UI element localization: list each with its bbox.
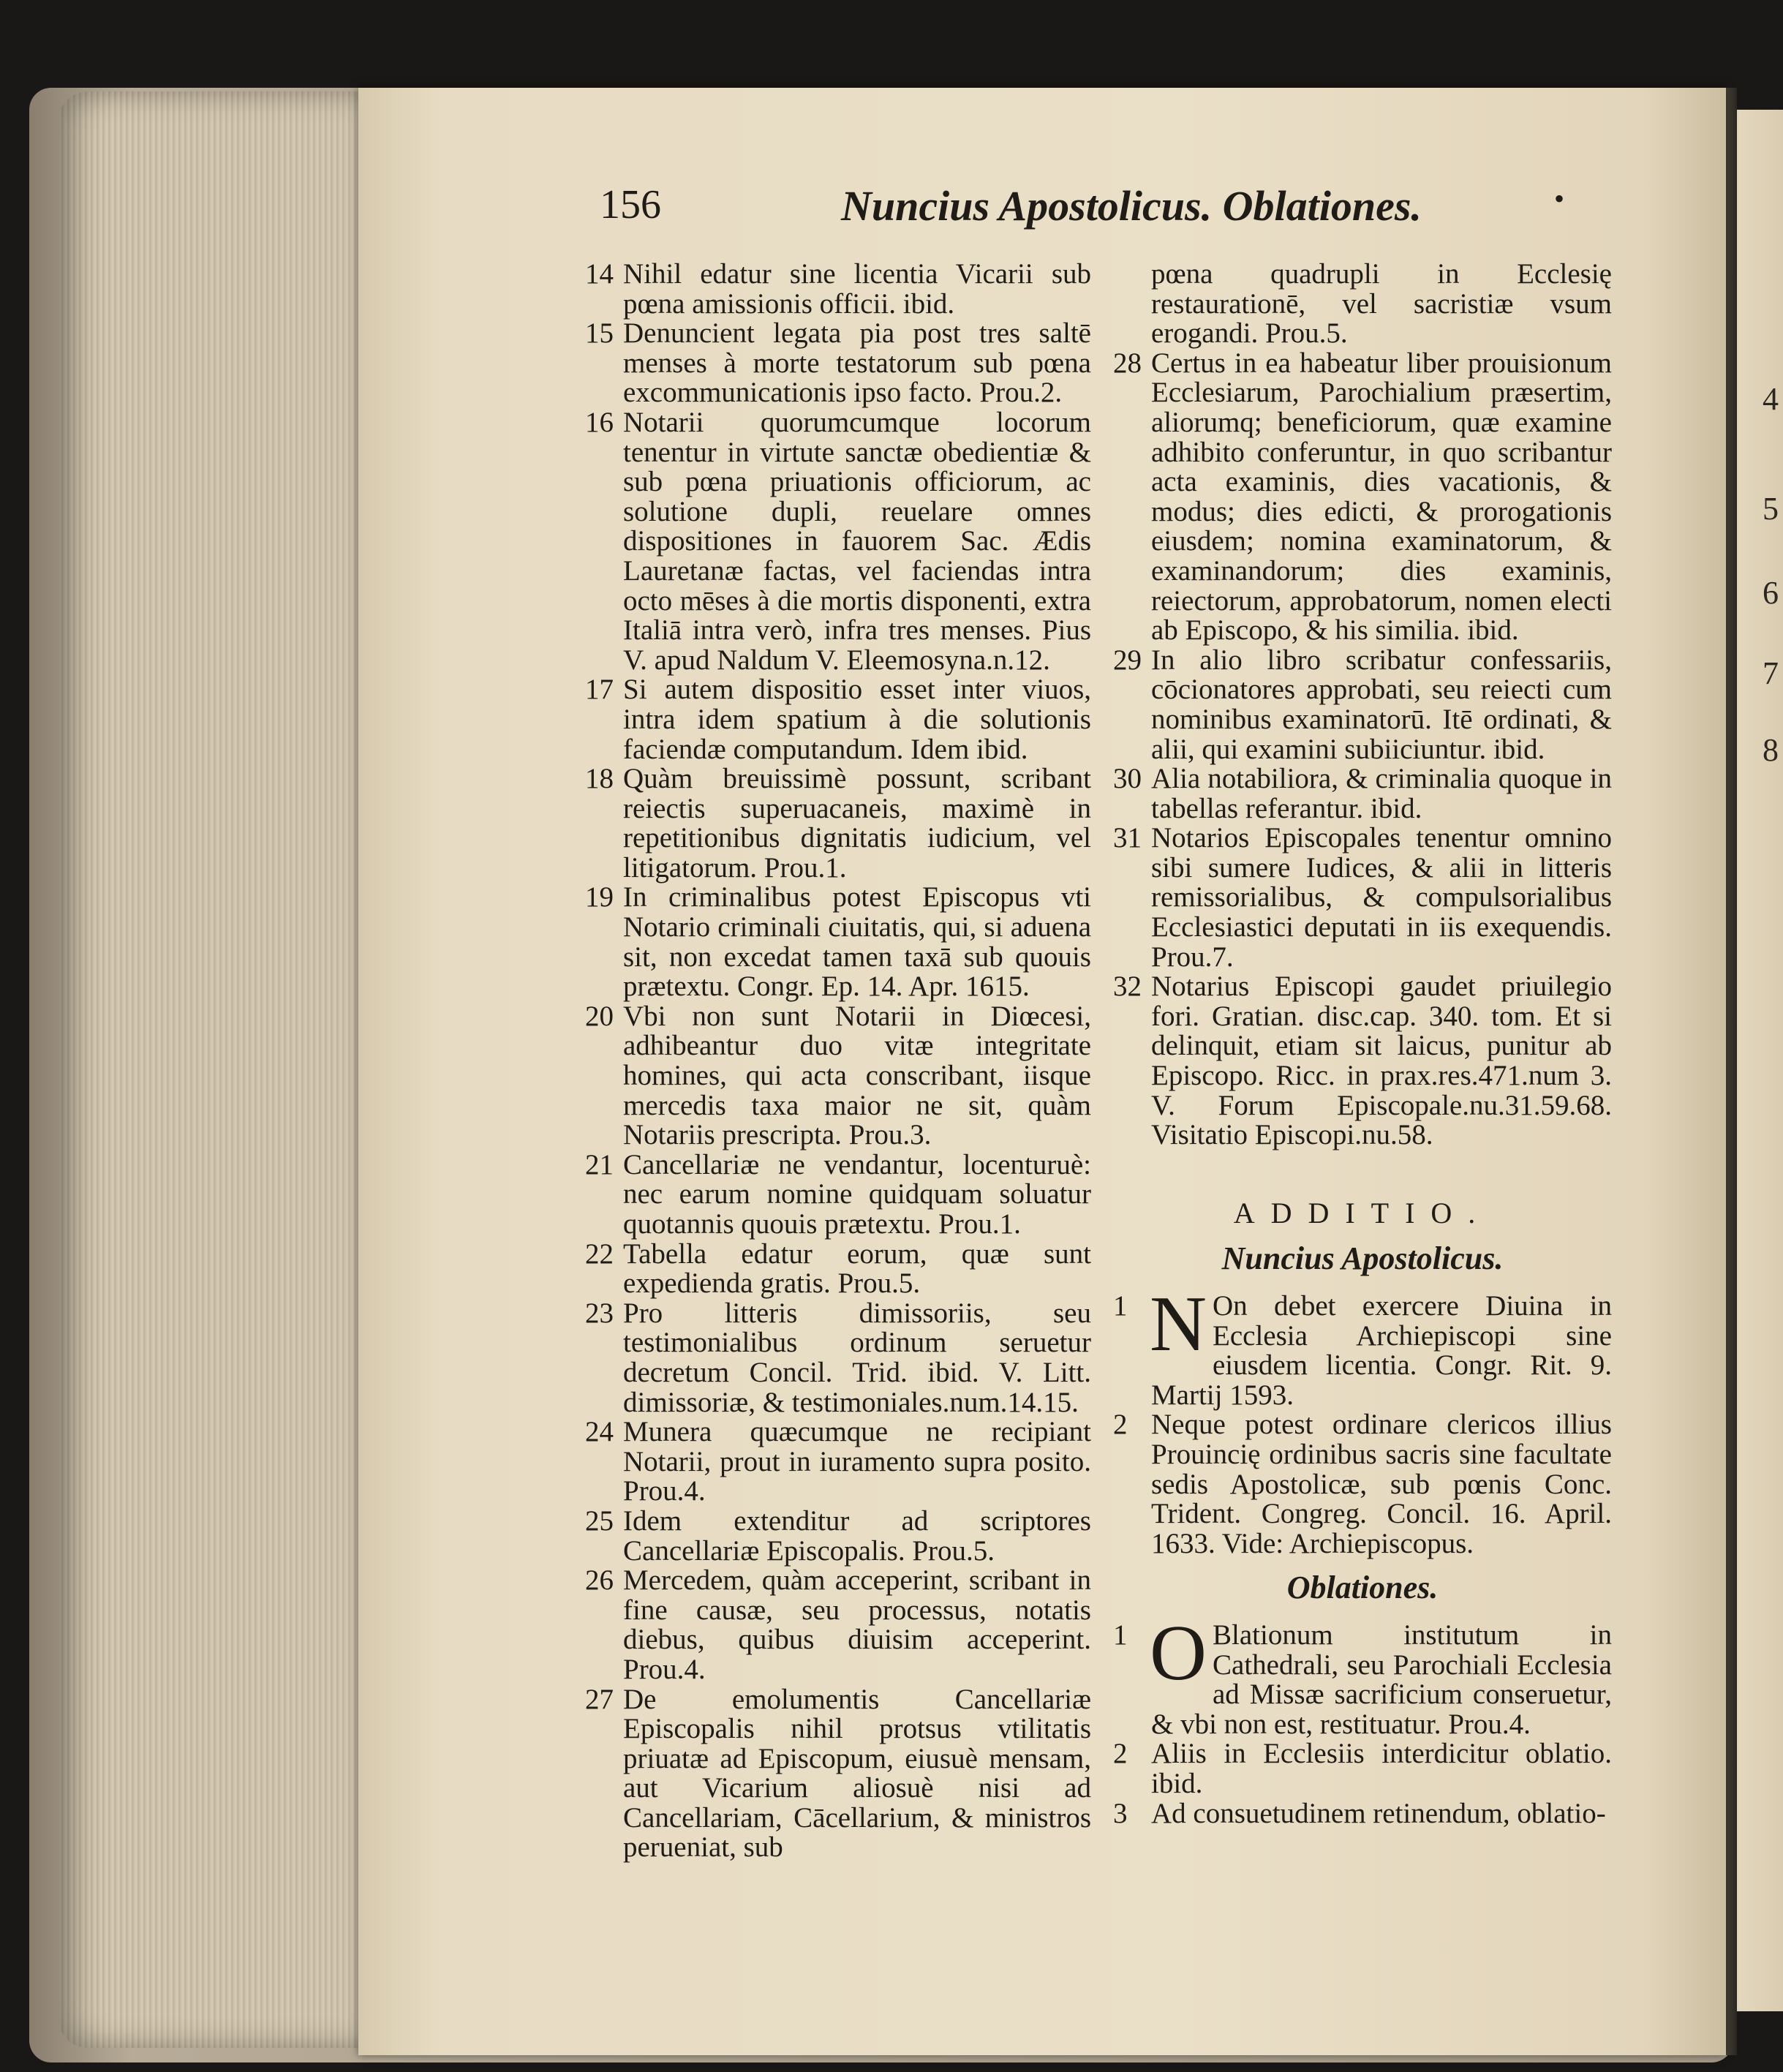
entry-number: 29 [1113, 644, 1142, 676]
list-item [1113, 972, 1612, 1150]
entry-number: 1 [1113, 1619, 1128, 1651]
list-item [1113, 349, 1612, 646]
list-item [585, 1685, 1091, 1864]
right-column [1113, 260, 1612, 1828]
list-item [585, 1237, 1091, 1300]
list-item [1113, 1739, 1612, 1798]
entry-number: 14 [585, 258, 614, 290]
page-header [600, 181, 1565, 240]
list-item [585, 1150, 1091, 1240]
list-item [585, 1417, 1091, 1507]
entry-text: Alia notabiliora, & criminalia quoque in tabellas referantur. ibid. [1151, 763, 1612, 824]
entry-text: Nihil edatur sine licentia Vicarii sub pœna amissionis officii. ibid. [623, 258, 1091, 320]
entry-text: Mercedem, quàm acceperint, scribant in fine causæ, seu processus, notatis diebus, quibus diuisim acceperint. Prou.4. [623, 1564, 1091, 1685]
entry-text: Notarii quorumcumque locorum tenentur in virtute sanctæ obedientiæ & sub pœna priuationis officiorum, ac solutione dupli, reuelare omnes dispositiones in fauorem Sac. Ædis Lauretanæ factas, vel faciendas intra octo mēses à die mortis disponenti, extra Italiā intra verò, infra tres menses. Pius V. apud Naldum V. Eleemosyna.n.12. [623, 406, 1091, 676]
page-number: 156 [600, 182, 661, 227]
entry-text: Idem extenditur ad scriptores Cancellariæ Episcopalis. Prou.5. [623, 1504, 1091, 1567]
entry-number: 32 [1113, 971, 1142, 1003]
entry-text: In criminalibus potest Episcopus vti Notario criminali ciuitatis, qui, si aduena sit, non excedat tamen taxā sub quouis prætextu. Congr. Ep. 14. Apr. 1615. [623, 881, 1091, 1003]
entry-text: Aliis in Ecclesiis interdicitur oblatio. ibid. [1151, 1738, 1612, 1799]
entry-text: Si autem dispositio esset inter viuos, intra idem spatium à die solutionis faciendæ computandum. Idem ibid. [623, 674, 1091, 765]
list-item [1113, 824, 1612, 972]
entry-number: 21 [585, 1148, 614, 1180]
entry-body: On debet exercere Diuina in Ecclesia Archiepiscopi sine eiusdem licentia. Congr. Rit. 9. Martij 1593. [1151, 1290, 1612, 1411]
entry-number: 23 [585, 1297, 614, 1329]
entry-text [1150, 1609, 1612, 1740]
list-item [585, 1566, 1091, 1684]
entry-text: De emolumentis Cancellariæ Episcopalis nihil protsus vtilitatis priuatæ ad Episcopum, eiusuè mensam, aut Vicarium aliosuè nisi ad Cancellariam, Cācellarium, & ministros perueniat, sub [623, 1683, 1091, 1864]
entry-text: Cancellariæ ne vendantur, locenturuè: nec earum nomine quidquam soluatur quotannis quouis prætextu. Prou.1. [623, 1148, 1091, 1240]
list-item [585, 1504, 1091, 1567]
list-item [1113, 1609, 1612, 1740]
list-item [585, 319, 1091, 408]
entry-text: Tabella edatur eorum, quæ sunt expedienda gratis. Prou.5. [623, 1237, 1091, 1300]
facing-line-number: 4 [1763, 381, 1779, 417]
list-item [1113, 646, 1612, 764]
ornament-dot: • [1554, 182, 1565, 215]
entry-number: 30 [1113, 763, 1142, 795]
entry-text: pœna quadrupli in Ecclesię restaurationē, vel sacristiæ vsum erogandi. Prou.5. [1151, 258, 1612, 350]
entry-text: Ad consuetudinem retinendum, oblatio- [1151, 1797, 1606, 1829]
list-item [1113, 1410, 1612, 1559]
drop-cap: O [1150, 1609, 1207, 1697]
entry-text: Vbi non sunt Notarii in Diœcesi, adhibeantur duo vitæ integritate homines, qui acta conscribant, iisque mercedis taxa maior ne sit, quàm Notariis prescripta. Prou.3. [623, 1000, 1091, 1151]
entry-number: 28 [1113, 347, 1142, 379]
entry-text: Certus in ea habeatur liber prouisionum Ecclesiarum, Parochialium præsertim, aliorumq; beneficiorum, quæ examine adhibito conferuntur, in quo scribantur acta examinis, dies vacationis, & modus; dies edicti, & prorogationis eiusdem; nomina examinatorum, & examinandorum; dies examinis, reiectorum, approbatorum, nomen electi ab Episcopo, & his similia. ibid. [1151, 347, 1612, 647]
list-item [585, 675, 1091, 764]
entry-text: Notarius Episcopi gaudet priuilegio fori. Gratian. disc.cap. 340. tom. Et si delinquit, etiam sit laicus, punitur ab Episcopo. Ricc. in prax.res.471.num 3. V. Forum Episcopale.nu.31.59.68. Visitatio Episcopi.nu.58. [1151, 971, 1612, 1151]
entry-number: 27 [585, 1683, 614, 1715]
list-item [1113, 1799, 1612, 1829]
list-item [585, 883, 1091, 1001]
entry-body: Blationum institutum in Cathedrali, seu Parochiali Ecclesia ad Missæ sacrificium conseruetur, & vbi non est, restituatur. Prou.4. [1151, 1619, 1612, 1740]
entry-text: Quàm breuissimè possunt, scribant reiectis superuacaneis, maximè in repetitionibus dignitatis iudicium, vel litigatorum. Prou.1. [623, 763, 1091, 884]
entry-text: Neque potest ordinare clericos illius Prouincię ordinibus sacris sine facultate sedis Apostolicæ, sub pœnis Conc. Trident. Congreg. Concil. 16. April. 1633. Vide: Archiepiscopus. [1151, 1409, 1612, 1559]
section-heading: Nuncius Apostolicus. [1221, 1240, 1504, 1277]
entry-number: 17 [585, 674, 614, 706]
drop-cap: N [1150, 1281, 1207, 1368]
left-column [585, 260, 1091, 1863]
list-item [1113, 1281, 1612, 1411]
facing-line-number: 8 [1763, 732, 1779, 768]
entry-text: Munera quæcumque ne recipiant Notarii, prout in iuramento supra posito. Prou.4. [623, 1416, 1091, 1507]
list-item [1113, 260, 1612, 349]
facing-line-number: 7 [1763, 655, 1779, 691]
entry-number: 19 [585, 881, 614, 913]
page-edges [59, 91, 362, 2048]
list-item [585, 260, 1091, 319]
addition-title: ADDITIO. [1233, 1196, 1492, 1229]
list-item [585, 764, 1091, 883]
entry-number: 3 [1113, 1797, 1128, 1829]
entry-text: Notarios Episcopales tenentur omnino sibi sumere Iudices, & alii in litteris remissorialibus, & compulsorialibus Ecclesiastici deputati in iis exequendis. Prou.7. [1151, 822, 1612, 973]
entry-number: 2 [1113, 1738, 1128, 1770]
list-item [1113, 764, 1612, 824]
entry-text [1150, 1281, 1612, 1411]
list-item [585, 1299, 1091, 1417]
running-title: Nuncius Apostolicus. Oblationes. [841, 182, 1422, 230]
section-heading: Oblationes. [1286, 1570, 1439, 1606]
facing-line-number: 5 [1763, 491, 1779, 527]
entry-text: Pro litteris dimissoriis, seu testimonialibus ordinum seruetur decretum Concil. Trid. ibid. V. Litt. dimissoriæ, & testimoniales.num.14.15. [623, 1297, 1091, 1418]
entry-text: In alio libro scribatur confessariis, cōcionatores approbati, seu reiecti cum nominibus examinatorū. Itē ordinati, & alii, qui examini subiiciuntur. ibid. [1151, 644, 1612, 765]
entry-number: 2 [1113, 1409, 1128, 1441]
entry-number: 22 [585, 1237, 614, 1270]
entry-number: 15 [585, 317, 614, 350]
entry-number: 26 [585, 1564, 614, 1597]
list-item [585, 1002, 1091, 1150]
entry-number: 25 [585, 1504, 614, 1537]
entry-number: 24 [585, 1416, 614, 1448]
entry-number: 20 [585, 1000, 614, 1032]
entry-text: Denuncient legata pia post tres saltē menses à morte testatorum sub pœna excommunicationis ipso facto. Prou.2. [623, 317, 1091, 409]
entry-number: 16 [585, 406, 614, 438]
entry-number: 31 [1113, 822, 1142, 854]
list-item [585, 408, 1091, 675]
entry-number: 18 [585, 763, 614, 795]
facing-line-number: 6 [1763, 575, 1779, 611]
entry-number: 1 [1113, 1290, 1128, 1322]
